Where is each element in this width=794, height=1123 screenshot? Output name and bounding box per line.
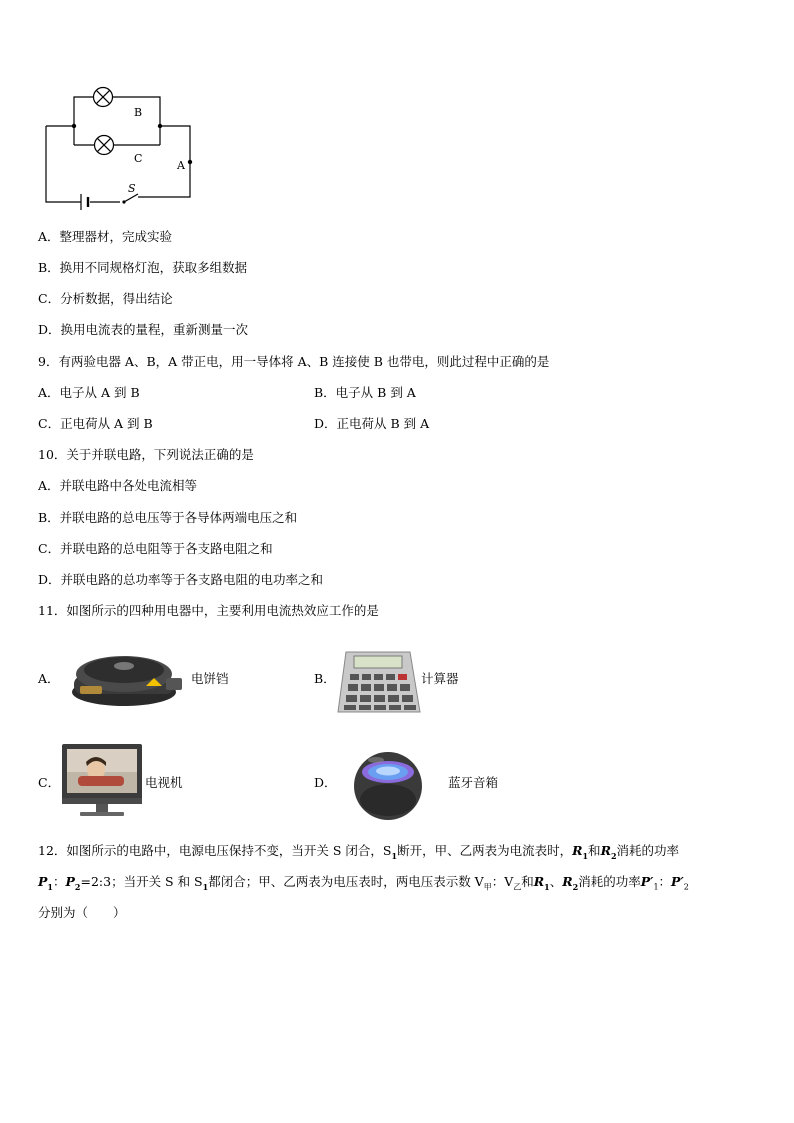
electric-griddle-icon [66,648,186,712]
q9-option-c: C．正电荷从 A 到 B [38,416,153,431]
q9-stem: 9．有两验电器 A、B，A 带正电，用一导体将 A、B 连接使 B 也带电，则此过程中正确的是 [38,354,550,369]
q11-option-c-letter: C． [38,775,61,790]
q12-line-3: 分别为（ ） [38,905,126,920]
circuit-label-a: A [177,159,185,172]
q9-option-b: B．电子从 B 到 A [314,385,416,400]
q11-option-b-name: 计算器 [421,671,459,686]
q9-option-a: A．电子从 A 到 B [38,385,140,400]
q11-stem: 11．如图所示的四种用电器中，主要利用电流热效应工作的是 [38,603,379,618]
television-icon [60,740,144,820]
q10-option-c: C．并联电路的总电阻等于各支路电阻之和 [38,541,273,556]
circuit-diagram [38,84,198,216]
q8-option-b: B．换用不同规格灯泡，获取多组数据 [38,260,248,275]
q11-option-b-letter: B． [314,671,336,686]
calculator-icon [336,648,422,716]
q10-option-a: A．并联电路中各处电流相等 [38,478,198,493]
q11-option-a-name: 电饼铛 [191,671,229,686]
q10-option-b: B．并联电路的总电压等于各导体两端电压之和 [38,510,298,525]
q8-option-c: C．分析数据，得出结论 [38,291,173,306]
q11-option-c-name: 电视机 [145,775,183,790]
q9-option-d: D．正电荷从 B 到 A [314,416,430,431]
q10-option-d: D．并联电路的总功率等于各支路电阻的电功率之和 [38,572,324,587]
q12-line-2: $P_1$：$P_2=2:3$；当开关 S 和 $S_1$都闭合；甲、乙两表为电压表时，两电压表示数 $V_甲$：$V_乙$和$R_1$、$R_2$消耗的功率$P'_1$：$P'_2$ [38,874,689,892]
q8-option-d: D．换用电流表的量程，重新测量一次 [38,322,249,337]
circuit-label-s: S [128,182,136,195]
q11-option-d-letter: D． [314,775,337,790]
circuit-label-b: B [134,106,143,119]
bluetooth-speaker-icon [350,746,426,822]
q11-option-a-letter: A． [38,671,60,686]
q8-option-a: A．整理器材，完成实验 [38,229,173,244]
q12-line-1: 12．如图所示的电路中，电源电压保持不变，当开关 S 闭合，$S_1$断开，甲、乙两表为电流表时，$R_1$和$R_2$消耗的功率 [38,843,680,861]
q11-option-d-name: 蓝牙音箱 [448,775,499,790]
q10-stem: 10．关于并联电路，下列说法正确的是 [38,447,254,462]
circuit-label-c: C [134,152,143,165]
